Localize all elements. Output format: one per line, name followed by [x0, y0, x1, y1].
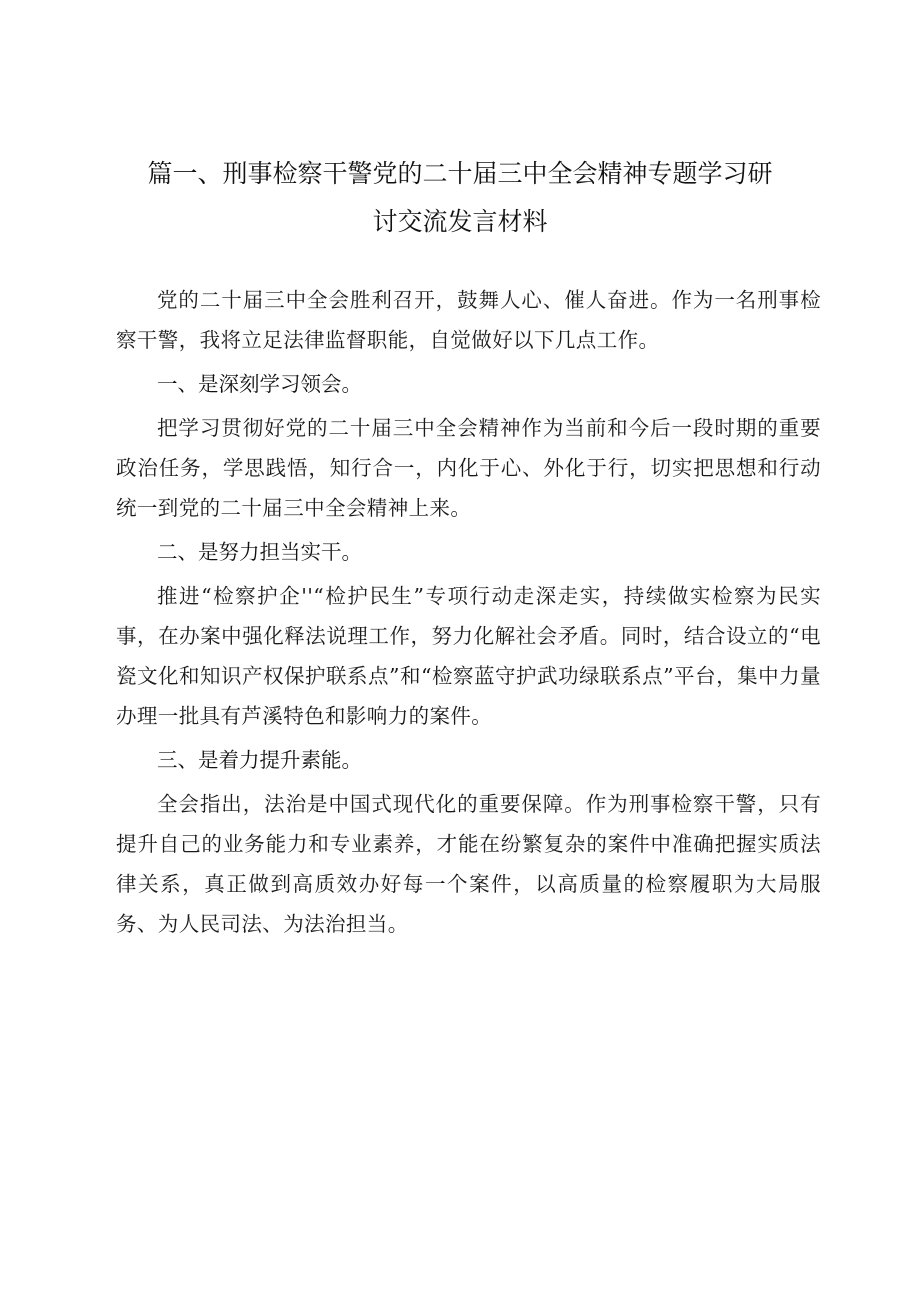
intro-paragraph: 党的二十届三中全会胜利召开，鼓舞人心、催人奋进。作为一名刑事检察干警，我将立足法律监督职能，自觉做好以下几点工作。 [116, 288, 821, 352]
section-heading-2: 二、是努力担当实干。 [157, 540, 362, 564]
section-paragraph-3: 全会指出，法治是中国式现代化的重要保障。作为刑事检察干警，只有提升自己的业务能力和专业素养，才能在纷繁复杂的案件中准确把握实质法律关系，真正做到高质效办好每一个案件，以高质量的检察履职为大局服务、为人民司法、为法治担当。 [116, 792, 821, 936]
title-line-1: 篇一、刑事检察干警党的二十届三中全会精神专题学习研 [147, 159, 773, 188]
section-heading-1: 一、是深刻学习领会。 [157, 372, 362, 396]
document-title [100, 150, 820, 246]
section-heading-3: 三、是着力提升素能。 [157, 748, 362, 772]
document-body [116, 280, 821, 944]
title-line-2: 讨交流发言材料 [372, 207, 548, 236]
section-paragraph-2: 推进“检察护企''“检护民生”专项行动走深走实，持续做实检察为民实事，在办案中强化释法说理工作，努力化解社会矛盾。同时，结合设立的“电瓷文化和知识产权保护联系点”和“检察蓝守护武功绿联系点”平台，集中力量办理一批具有芦溪特色和影响力的案件。 [116, 584, 821, 728]
section-paragraph-1: 把学习贯彻好党的二十届三中全会精神作为当前和今后一段时期的重要政治任务，学思践悟，知行合一，内化于心、外化于行，切实把思想和行动统一到党的二十届三中全会精神上来。 [116, 416, 821, 520]
